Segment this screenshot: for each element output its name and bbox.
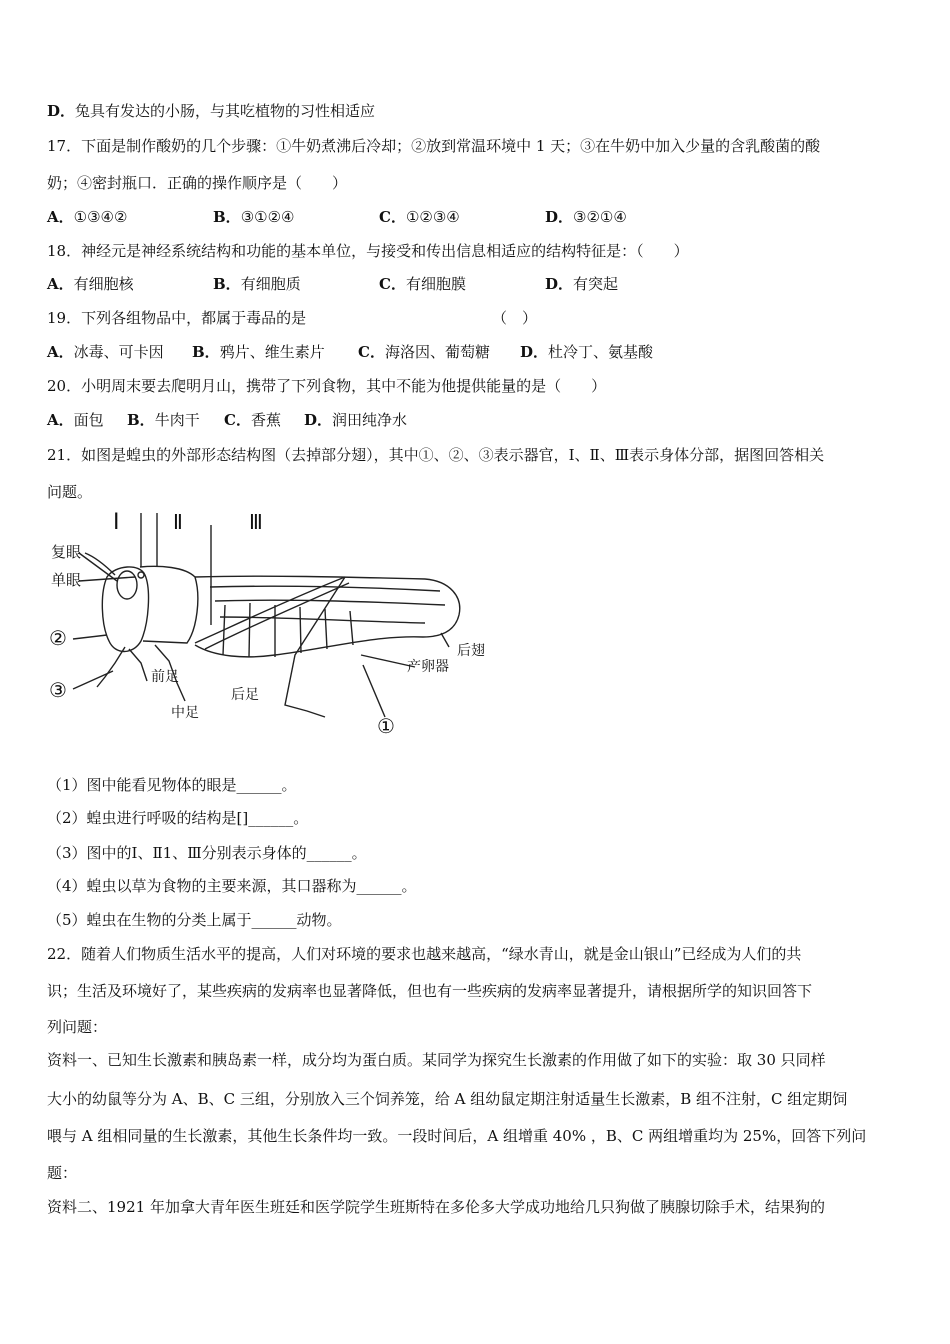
q18-options	[47, 274, 618, 294]
q21-sub-4: （4）蝗虫以草为食物的主要来源，其口器称为______。	[47, 877, 417, 895]
option-text: 有突起	[573, 275, 619, 293]
q19-option-c	[358, 342, 520, 362]
q22-para-line1: 22．随着人们物质生活水平的提高，人们对环境的要求也越来越高，“绿水青山，就是金山银山”已经成为人们的共	[47, 945, 802, 963]
q18-option-d	[545, 274, 618, 294]
q18-option-b	[213, 274, 379, 294]
q18-option-a	[47, 274, 213, 294]
q20-option-b	[127, 410, 224, 430]
option-label: B．	[213, 275, 241, 293]
q17-option-b	[213, 207, 379, 227]
grasshopper-diagram	[45, 505, 485, 745]
grasshopper-drawing	[73, 513, 460, 717]
q22-para-line3: 列问题：	[47, 1018, 108, 1036]
option-text: 面包	[73, 411, 104, 429]
q17-option-a	[47, 207, 213, 227]
label-ovipositor: 产卵器	[407, 659, 449, 675]
option-label: B．	[213, 208, 241, 226]
grasshopper-svg	[45, 505, 485, 745]
q21-sub-1: （1）图中能看见物体的眼是______。	[47, 776, 297, 794]
option-text: ③①②④	[240, 208, 295, 226]
option-label: C．	[379, 275, 406, 293]
option-text: ①③④②	[73, 208, 128, 226]
option-text: ①②③④	[405, 208, 460, 226]
q19-option-b	[192, 342, 358, 362]
q21-sub-5: （5）蝗虫在生物的分类上属于______动物。	[47, 911, 342, 929]
label-midleg: 中足	[171, 705, 199, 721]
q17-stem-line1: 17．下面是制作酸奶的几个步骤：①牛奶煮沸后冷却；②放到常温环境中 1 天；③在牛奶中加入少量的含乳酸菌的酸	[47, 137, 821, 155]
q22-material1-line2: 大小的幼鼠等分为 A、B、C 三组，分别放入三个饲养笼，给 A 组幼鼠定期注射适量生长激素，B 组不注射，C 组定期饲	[47, 1090, 848, 1108]
q17-option-d	[545, 207, 627, 227]
q21-sub-2: （2）蝗虫进行呼吸的结构是[]______。	[47, 809, 309, 827]
q22-para-line2: 识；生活及环境好了，某些疾病的发病率也显著降低，但也有一些疾病的发病率显著提升，请根据所学的知识回答下	[47, 982, 813, 1000]
q18-option-c	[379, 274, 545, 294]
option-text: 有细胞质	[240, 275, 301, 293]
q19-options	[47, 342, 653, 362]
option-label: A．	[47, 208, 74, 226]
label-hindwing: 后翅	[457, 643, 485, 659]
q20-stem: 20．小明周末要去爬明月山，携带了下列食物，其中不能为他提供能量的是（ ）	[47, 377, 607, 395]
option-text: ③②①④	[573, 208, 627, 226]
option-label: D．	[304, 411, 333, 429]
option-text: 海洛因、葡萄糖	[384, 343, 490, 361]
q22-material2-line1: 资料二、1921 年加拿大青年医生班廷和医学院学生班斯特在多伦多大学成功地给几只狗做了胰腺切除手术，结果狗的	[47, 1198, 825, 1216]
label-circle-1: ①	[377, 714, 395, 738]
label-foreleg: 前足	[151, 669, 179, 685]
option-label: C．	[224, 411, 251, 429]
option-text: 香蕉	[250, 411, 281, 429]
option-label: D．	[47, 102, 76, 120]
q22-material1-line4: 题：	[47, 1164, 78, 1182]
option-label: D．	[545, 275, 574, 293]
option-label: D．	[520, 343, 549, 361]
q19-answer-bracket: （ ）	[492, 309, 538, 327]
q21-sub-3: （3）图中的Ⅰ、Ⅱ1、Ⅲ分别表示身体的______。	[47, 844, 367, 862]
label-simple-eye: 单眼	[51, 571, 82, 589]
q20-option-c	[224, 410, 304, 430]
q19-option-d	[520, 342, 653, 362]
roman-label-1: Ⅰ	[113, 510, 120, 535]
option-text: 有细胞核	[73, 275, 134, 293]
q22-material1-line3: 喂与 A 组相同量的生长激素，其他生长条件均一致。一段时间后，A 组增重 40% ，B、C 两组增重均为 25%，回答下列问	[47, 1127, 867, 1145]
q21-stem-line1: 21．如图是蝗虫的外部形态结构图（去掉部分翅），其中①、②、③表示器官，Ⅰ、Ⅱ、Ⅲ表示身体分部，据图回答相关	[47, 446, 825, 464]
option-text: 鸦片、维生素片	[219, 343, 325, 361]
option-text: 冰毒、可卡因	[73, 343, 164, 361]
option-text: 润田纯净水	[332, 411, 408, 429]
label-circle-3: ③	[49, 678, 67, 702]
option-label: C．	[379, 208, 406, 226]
option-label: A．	[47, 411, 74, 429]
label-circle-2: ②	[49, 626, 67, 650]
option-label: B．	[192, 343, 220, 361]
q17-option-c	[379, 207, 545, 227]
option-label: A．	[47, 275, 74, 293]
option-text: 兔具有发达的小肠，与其吃植物的习性相适应	[75, 102, 376, 120]
q17-options	[47, 207, 627, 227]
q20-option-d	[304, 410, 407, 430]
option-text: 杜冷丁、氨基酸	[548, 343, 654, 361]
label-hindleg: 后足	[231, 687, 259, 703]
q17-stem-line2: 奶；④密封瓶口．正确的操作顺序是（ ）	[47, 174, 348, 192]
q22-material1-line1: 资料一、已知生长激素和胰岛素一样，成分均为蛋白质。某同学为探究生长激素的作用做了如下的实验：取 30 只同样	[47, 1051, 826, 1069]
q16-option-d	[47, 101, 375, 121]
option-text: 有细胞膜	[405, 275, 466, 293]
q20-options	[47, 410, 407, 430]
q19-stem: 19．下列各组物品中，都属于毒品的是	[47, 309, 307, 327]
label-compound-eye: 复眼	[51, 543, 82, 561]
option-label: C．	[358, 343, 385, 361]
option-label: D．	[545, 208, 574, 226]
q21-stem-line2: 问题。	[47, 483, 93, 501]
q19-option-a	[47, 342, 192, 362]
roman-label-3: Ⅲ	[249, 510, 263, 534]
option-label: B．	[127, 411, 155, 429]
q18-stem: 18．神经元是神经系统结构和功能的基本单位，与接受和传出信息相适应的结构特征是：（ ）	[47, 242, 689, 260]
option-label: A．	[47, 343, 74, 361]
q20-option-a	[47, 410, 127, 430]
option-text: 牛肉干	[154, 411, 200, 429]
roman-label-2: Ⅱ	[173, 510, 183, 534]
